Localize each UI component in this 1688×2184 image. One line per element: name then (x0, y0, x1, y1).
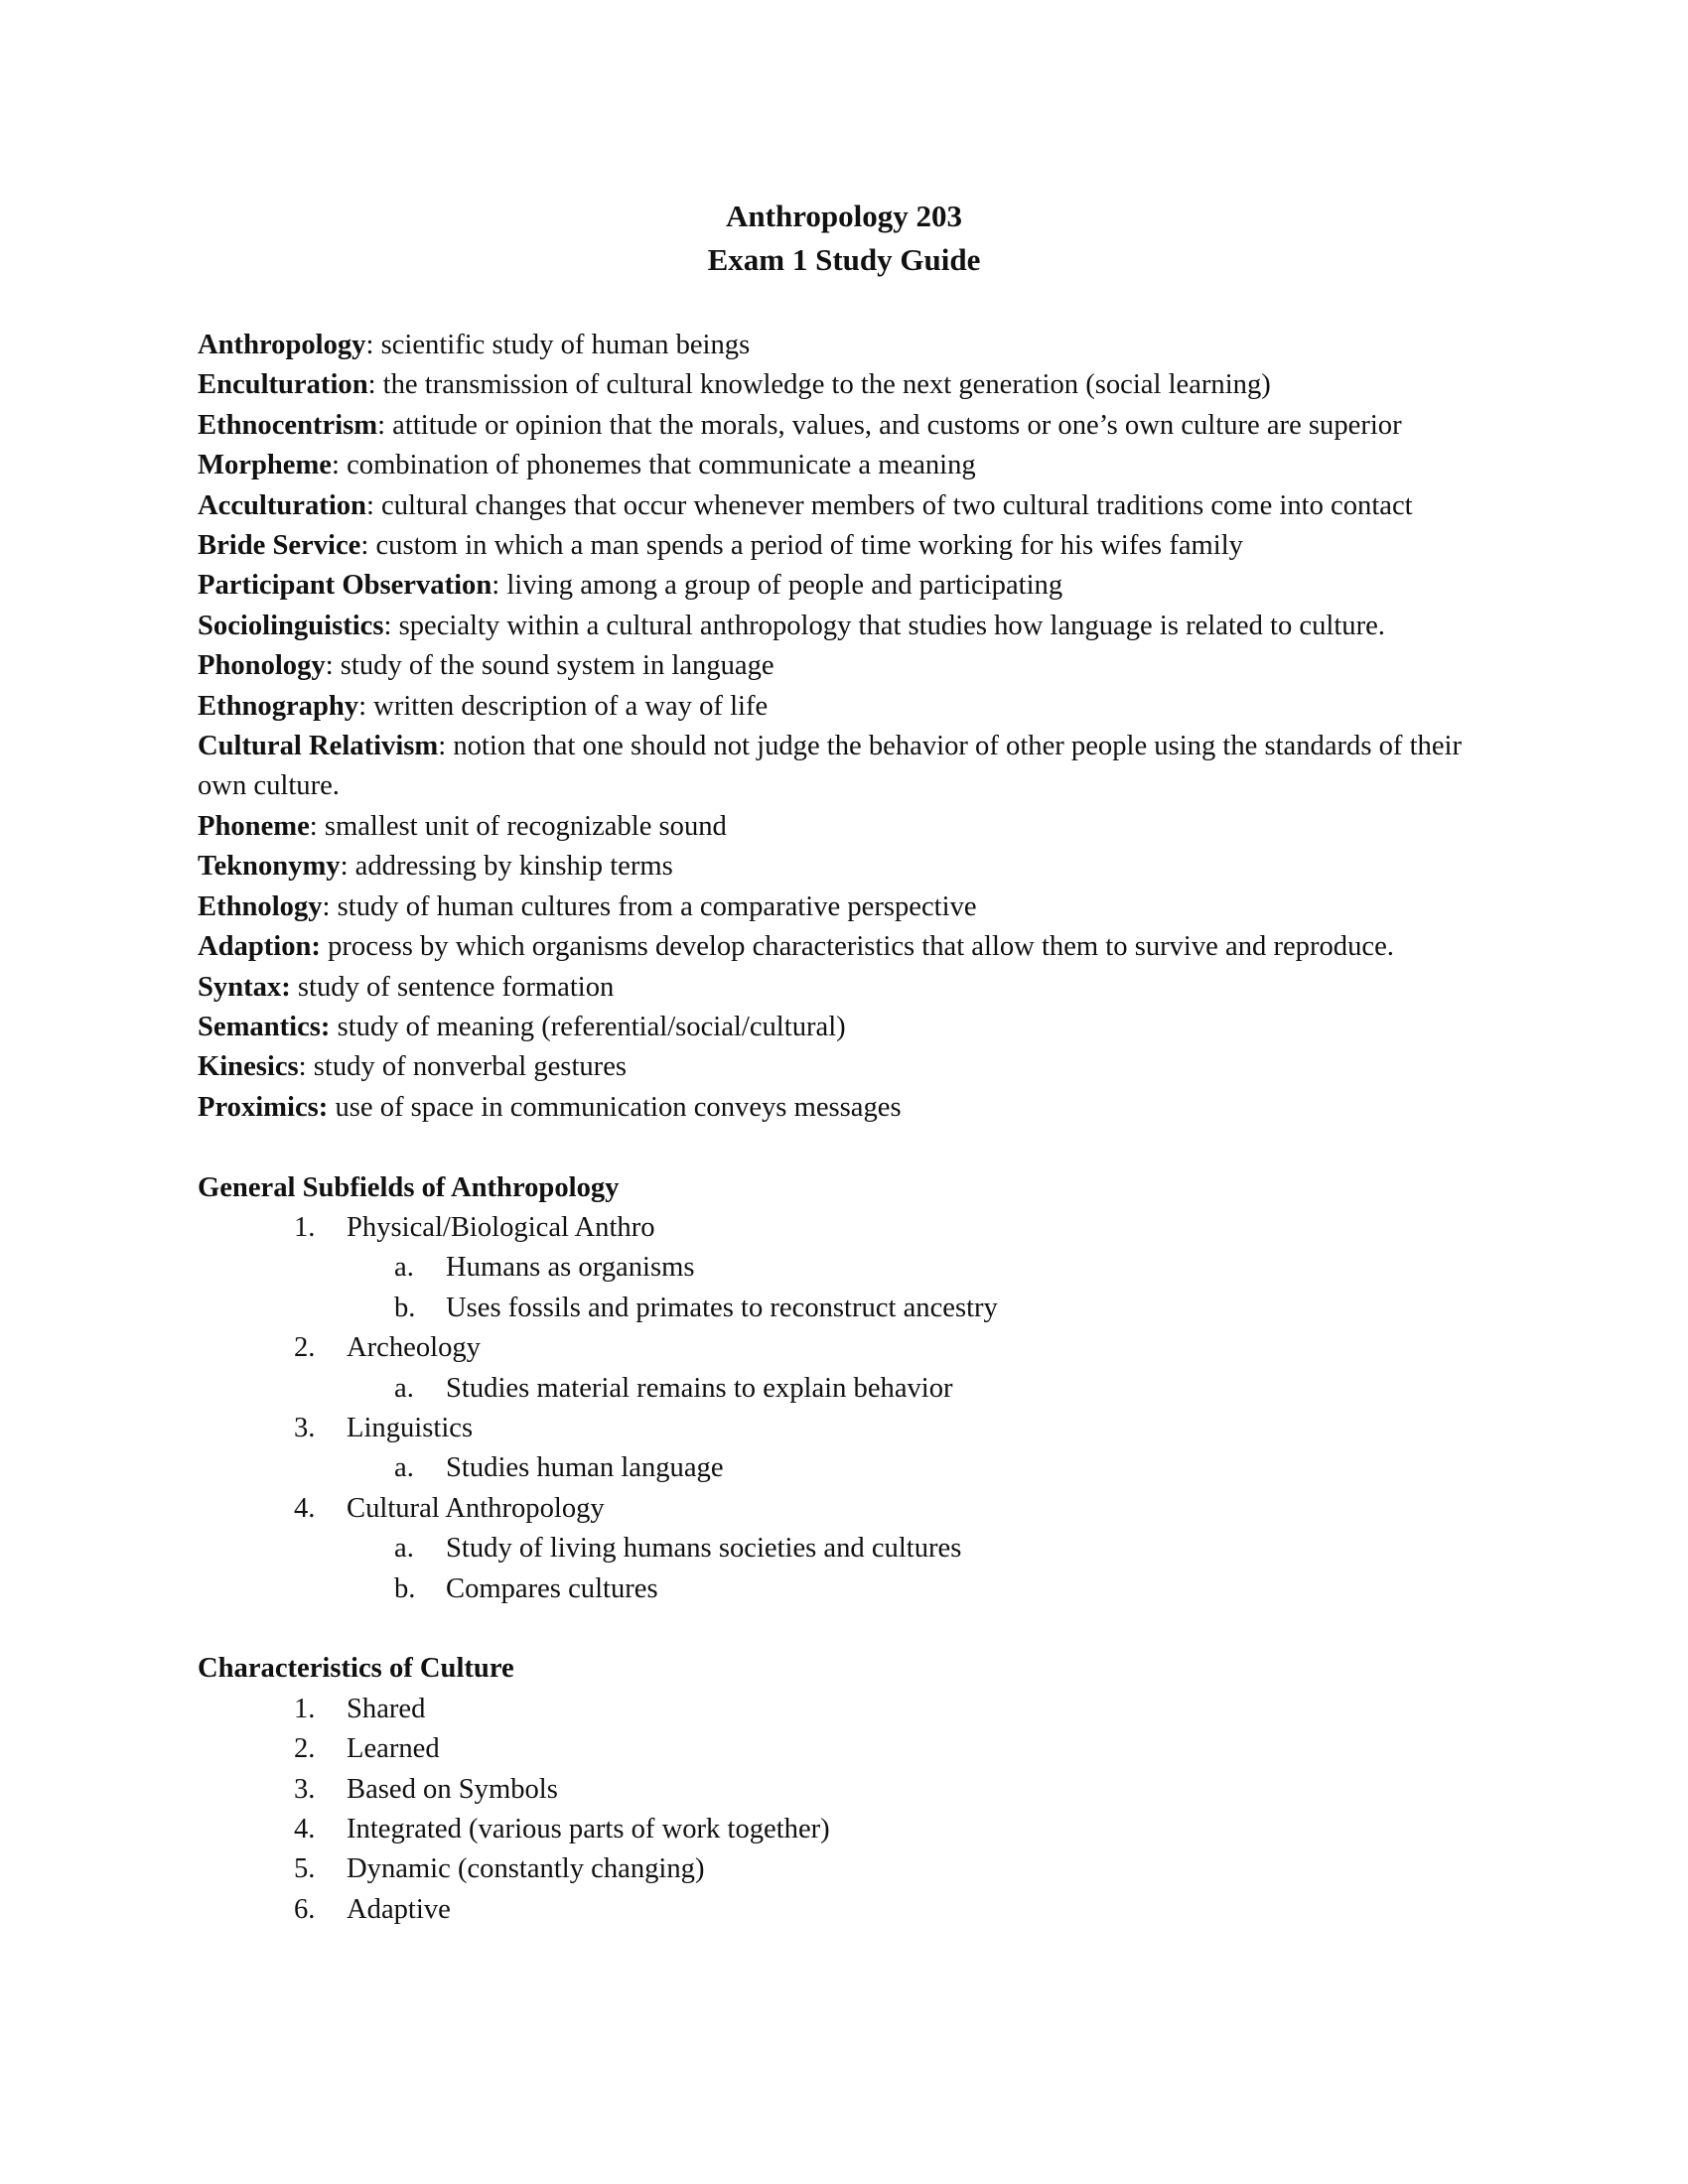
definition-term: Enculturation (198, 369, 368, 401)
subfield-subitem (198, 1570, 1508, 1609)
characteristic-item (198, 1690, 1508, 1729)
definition-entry (198, 646, 1508, 686)
definition-entry (198, 526, 1508, 566)
definition-text: use of space in communication conveys messages (328, 1091, 902, 1123)
definition-entry (198, 968, 1508, 1008)
characteristics-section (198, 1649, 1508, 1930)
definition-entry (198, 1047, 1508, 1087)
list-number: 4. (294, 1492, 316, 1524)
definition-text: study of meaning (referential/social/cultural) (330, 1011, 846, 1042)
definition-text: : study of nonverbal gestures (298, 1051, 628, 1083)
list-letter: a. (394, 1372, 414, 1404)
definition-term: Sociolinguistics (198, 610, 384, 641)
definition-term: Syntax: (198, 971, 291, 1003)
list-item-label: Cultural Anthropology (347, 1492, 605, 1524)
definition-text: : written description of a way of life (358, 690, 769, 722)
definition-entry (198, 727, 1508, 807)
definition-term: Ethnography (198, 690, 359, 722)
definition-term: Proximics: (198, 1091, 329, 1123)
definition-entry (198, 486, 1508, 526)
definition-term: Morpheme (198, 450, 332, 481)
list-number: 3. (294, 1773, 316, 1805)
definition-text: process by which organisms develop characteristics that allow them to survive and reproduce. (320, 931, 1394, 963)
definition-term: Ethnology (198, 890, 323, 922)
list-letter: a. (394, 1452, 414, 1484)
list-number: 2. (294, 1332, 316, 1364)
subfield-item (198, 1409, 1508, 1448)
definition-text: : cultural changes that occur whenever members of two cultural traditions come into contact (365, 489, 1413, 521)
subfield-subitem (198, 1248, 1508, 1288)
definition-entry (198, 566, 1508, 606)
definition-term: Bride Service (198, 530, 361, 562)
document-subtitle: Exam 1 Study Guide (707, 242, 981, 277)
definition-entry (198, 847, 1508, 887)
characteristic-item (198, 1849, 1508, 1889)
list-number: 1. (294, 1211, 316, 1243)
list-number: 4. (294, 1814, 316, 1844)
definition-text: : addressing by kinship terms (340, 851, 673, 883)
characteristic-item (198, 1770, 1508, 1810)
definition-text: : specialty within a cultural anthropology that studies how language is related to culture. (383, 610, 1385, 641)
list-letter: a. (394, 1252, 414, 1284)
definition-term: Phoneme (198, 810, 310, 842)
definition-entry (198, 607, 1508, 646)
definition-text: study of sentence formation (290, 971, 615, 1003)
definition-entry (198, 807, 1508, 847)
definition-entry (198, 927, 1508, 967)
document-title: Anthropology 203 (726, 199, 962, 233)
definition-entry (198, 687, 1508, 727)
list-number: 5. (294, 1853, 316, 1885)
definition-term: Phonology (198, 650, 326, 682)
title-block (0, 195, 1688, 282)
definition-text: : study of the sound system in language (325, 650, 774, 682)
list-item-label: Compares cultures (446, 1572, 658, 1604)
list-item-label: Based on Symbols (347, 1773, 558, 1805)
list-number: 3. (294, 1412, 316, 1443)
definition-term: Teknonymy (198, 851, 341, 883)
list-item-label: Integrated (various parts of work together) (347, 1814, 830, 1844)
definition-text: : attitude or opinion that the morals, values, and customs or one’s own culture are superior (377, 409, 1402, 441)
definition-text: : combination of phonemes that communicate a meaning (331, 450, 976, 481)
definition-term: Anthropology (198, 330, 366, 360)
definition-entry (198, 326, 1508, 365)
subfields-section (198, 1168, 1508, 1609)
definition-entry (198, 446, 1508, 485)
list-item-label: Studies material remains to explain behavior (446, 1372, 953, 1404)
list-item-label: Linguistics (347, 1412, 474, 1443)
list-item-label: Physical/Biological Anthro (347, 1211, 655, 1243)
subfields-heading: General Subfields of Anthropology (198, 1171, 620, 1203)
list-number: 6. (294, 1893, 316, 1925)
characteristics-list (198, 1690, 1508, 1930)
list-item-label: Studies human language (446, 1452, 724, 1484)
definition-text: : smallest unit of recognizable sound (309, 810, 727, 842)
subfield-item (198, 1208, 1508, 1248)
characteristics-heading: Characteristics of Culture (198, 1653, 514, 1685)
document-body (198, 326, 1508, 1930)
definition-entry (198, 1008, 1508, 1047)
list-letter: b. (394, 1292, 416, 1323)
list-letter: a. (394, 1533, 414, 1565)
list-number: 2. (294, 1733, 316, 1765)
list-item-label: Uses fossils and primates to reconstruct ancestry (446, 1292, 998, 1323)
subfield-subitem (198, 1448, 1508, 1488)
characteristic-item (198, 1729, 1508, 1769)
definition-text: : living among a group of people and participating (492, 570, 1063, 602)
definition-term: Adaption: (198, 931, 321, 963)
list-item-label: Dynamic (constantly changing) (347, 1853, 705, 1885)
definition-text: : custom in which a man spends a period of time working for his wifes family (360, 530, 1243, 562)
definition-entry (198, 887, 1508, 927)
subfield-item (198, 1489, 1508, 1529)
list-item-label: Learned (347, 1733, 440, 1765)
definition-term: Participant Observation (198, 570, 492, 602)
definition-text: : scientific study of human beings (365, 330, 751, 360)
subfield-item (198, 1328, 1508, 1368)
definition-entry (198, 1088, 1508, 1128)
definition-entry (198, 365, 1508, 405)
characteristic-item (198, 1810, 1508, 1849)
list-item-label: Shared (347, 1693, 426, 1724)
subfield-subitem (198, 1289, 1508, 1328)
subfield-subitem (198, 1529, 1508, 1569)
definition-text: : the transmission of cultural knowledge to the next generation (social learning) (367, 369, 1271, 401)
list-number: 1. (294, 1693, 316, 1724)
definition-text: : notion that one should not judge the behavior of other people using the standards of their own culture. (198, 731, 1462, 802)
list-item-label: Archeology (347, 1332, 481, 1364)
definition-term: Semantics: (198, 1011, 331, 1042)
definition-term: Acculturation (198, 489, 366, 521)
definitions-list (198, 326, 1508, 1128)
list-item-label: Humans as organisms (446, 1252, 695, 1284)
subfield-subitem (198, 1369, 1508, 1409)
list-item-label: Study of living humans societies and cultures (446, 1533, 962, 1565)
subfields-list (198, 1208, 1508, 1609)
characteristic-item (198, 1890, 1508, 1930)
definition-text: : study of human cultures from a comparative perspective (322, 890, 977, 922)
definition-entry (198, 406, 1508, 446)
definition-term: Kinesics (198, 1051, 299, 1083)
list-item-label: Adaptive (347, 1893, 451, 1925)
definition-term: Ethnocentrism (198, 409, 378, 441)
definition-term: Cultural Relativism (198, 731, 439, 762)
list-letter: b. (394, 1572, 416, 1604)
